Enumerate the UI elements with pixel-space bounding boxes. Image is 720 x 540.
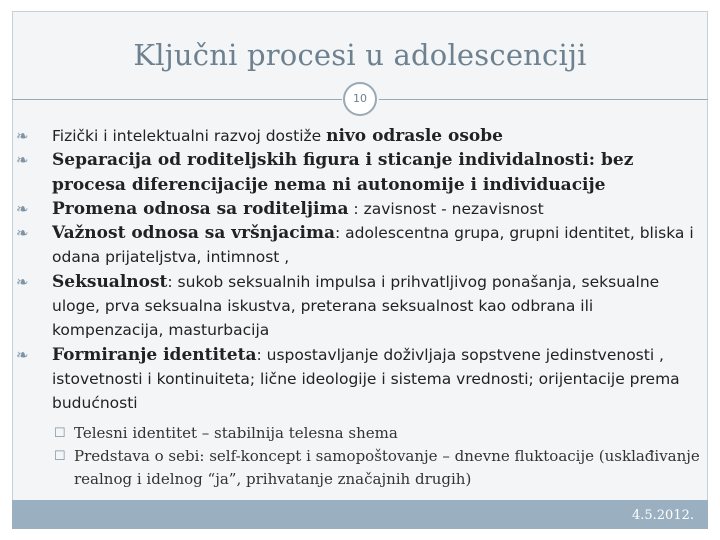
bullet-icon: ❧ [16, 199, 29, 218]
bullet-list [14, 124, 704, 491]
item-bold-text: nivo odrasle osobe [326, 126, 503, 146]
item-bold-text: Promena odnosa sa roditeljima [52, 198, 349, 219]
item-text: Fizički i intelektualni razvoj dostiže [52, 127, 327, 145]
bullet-icon: ❧ [16, 272, 29, 291]
footer-date: 4.5.2012. [631, 508, 694, 523]
footer-bar [12, 500, 708, 529]
list-item [14, 343, 704, 416]
sub-list-item [14, 445, 704, 491]
item-bold-text: Formiranje identiteta [52, 344, 257, 365]
item-text: : uspostavljanje doživljaja sopstvene jedinstvenosti , istovetnosti i kontinuiteta; lične ideologije i sistema vrednosti; orijentacije prema budućnosti [52, 345, 680, 413]
sub-item-text: Telesni identitet – stabilnija telesna shema [74, 423, 398, 442]
list-item [14, 148, 704, 197]
bullet-icon: ❧ [16, 345, 29, 364]
bullet-icon: ❧ [16, 127, 29, 145]
sub-item-text: Predstava o sebi: self-koncept i samopoštovanje – dnevne fluktoacije (usklađivanje realnog i idelnog “ja”, prihvatanje značajnih drugih) [74, 446, 700, 488]
title-rule-left [12, 99, 342, 100]
square-bullet-icon: ☐ [54, 448, 66, 464]
item-text: : zavisnost - nezavisnost [348, 199, 544, 218]
list-item [14, 221, 704, 270]
item-bold-text: Seksualnost [52, 271, 168, 292]
sub-list-item [14, 422, 704, 445]
item-bold-text: Važnost odnosa sa vršnjacima [52, 223, 336, 244]
bullet-icon: ❧ [16, 224, 29, 243]
bullet-icon: ❧ [16, 151, 29, 170]
title-rule-right [379, 99, 708, 100]
slide-title: Ključni procesi u adolescenciji [133, 38, 587, 72]
list-item [14, 124, 704, 148]
list-item [14, 270, 704, 343]
square-bullet-icon: ☐ [54, 425, 66, 441]
item-bold-text: Separacija od roditeljskih figura i sticanje individalnosti: bez procesa diferencijacije nema ni autonomije i individuacije [52, 150, 634, 195]
list-item [14, 197, 704, 221]
slide-number: 10 [343, 82, 377, 116]
item-text: : adolescentna grupa, grupni identitet, bliska i odana prijateljstva, intimnost , [52, 224, 694, 267]
item-text: : sukob seksualnih impulsa i prihvatljivog ponašanja, seksualne uloge, prva seksualna iskustva, preterana seksualnost kao odbrana ili kompenzacija, masturbacija [52, 272, 660, 340]
